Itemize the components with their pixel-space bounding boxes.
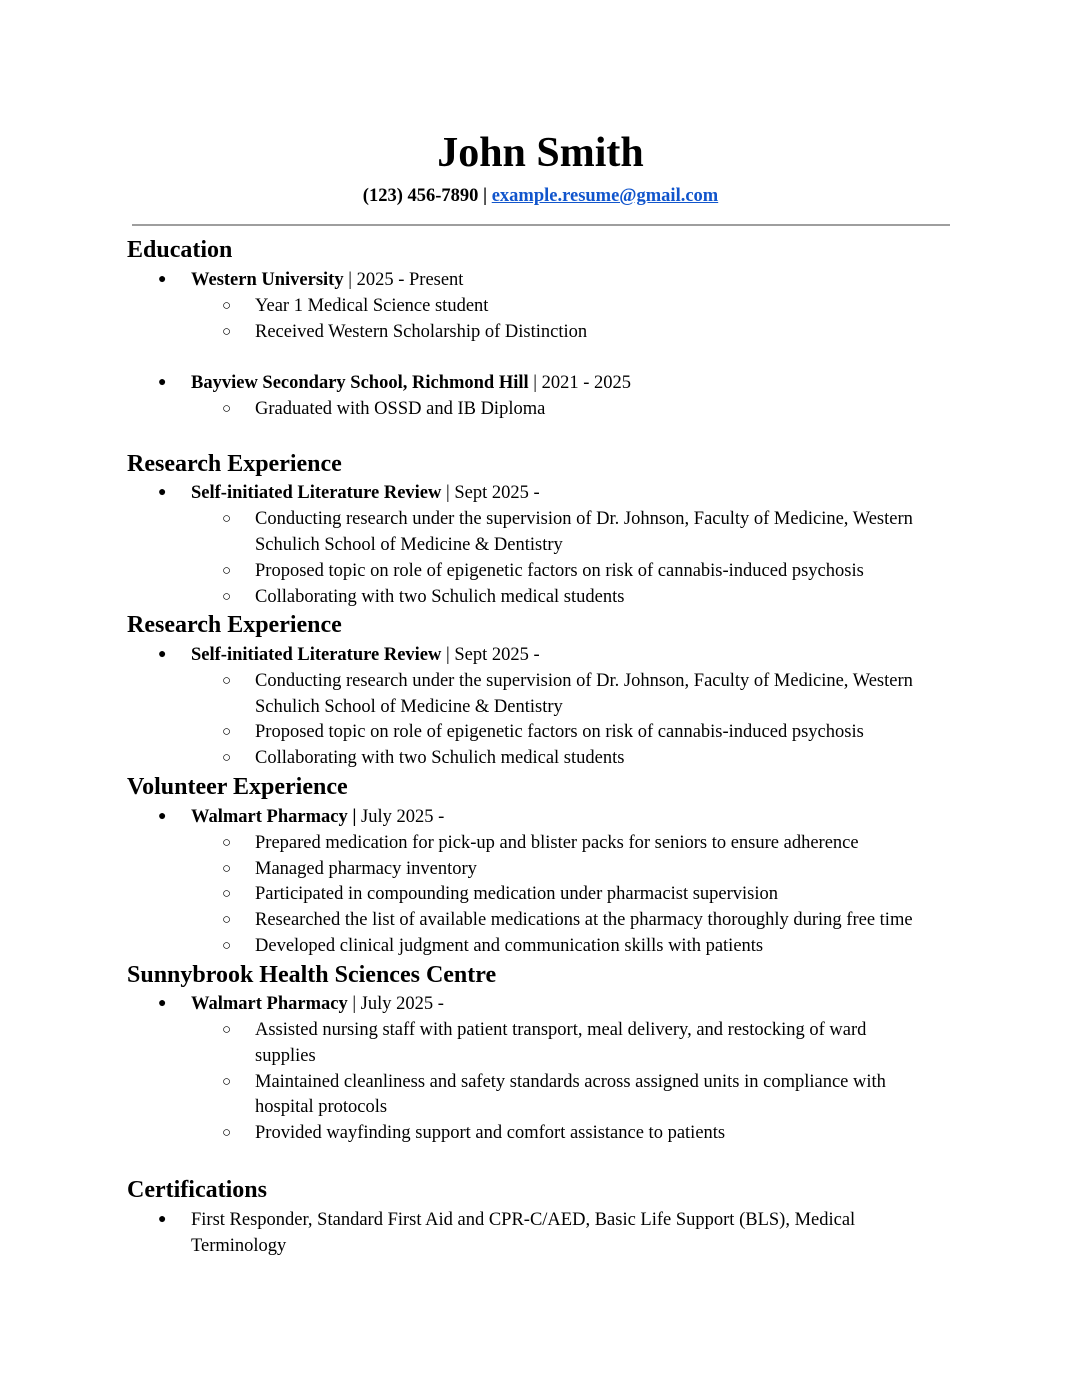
entry-org: Western University bbox=[191, 270, 344, 290]
bullet-filled-icon: ● bbox=[158, 809, 167, 824]
research-entry: Self-initiated Literature Review | Sept 2025 - bbox=[191, 483, 540, 503]
entry-org: Walmart Pharmacy bbox=[191, 994, 348, 1014]
list-item: Proposed topic on role of epigenetic factors on risk of cannabis-induced psychosis bbox=[255, 561, 864, 581]
list-item: Managed pharmacy inventory bbox=[255, 859, 477, 879]
entry-date: Sept 2025 - bbox=[454, 645, 540, 665]
list-item-continuation: Schulich School of Medicine & Dentistry bbox=[255, 535, 563, 555]
section-title-volunteer: Volunteer Experience bbox=[127, 774, 348, 800]
list-item: Proposed topic on role of epigenetic factors on risk of cannabis-induced psychosis bbox=[255, 722, 864, 742]
list-item: Researched the list of available medications at the pharmacy thoroughly during free time bbox=[255, 910, 913, 930]
bullet-hollow-icon: ○ bbox=[222, 1125, 232, 1141]
bullet-filled-icon: ● bbox=[158, 647, 167, 662]
email-link[interactable]: example.resume@gmail.com bbox=[491, 186, 719, 206]
bullet-hollow-icon: ○ bbox=[222, 511, 232, 527]
bullet-hollow-icon: ○ bbox=[222, 563, 232, 579]
entry-date: July 2025 - bbox=[360, 994, 444, 1014]
bullet-hollow-icon: ○ bbox=[222, 324, 232, 340]
list-item: Year 1 Medical Science student bbox=[255, 296, 489, 316]
bullet-hollow-icon: ○ bbox=[222, 401, 232, 417]
bullet-hollow-icon: ○ bbox=[222, 673, 232, 689]
section-title-research: Research Experience bbox=[127, 451, 342, 477]
list-item: Conducting research under the supervision of Dr. Johnson, Faculty of Medicine, Western bbox=[255, 509, 913, 529]
entry-org: Bayview Secondary School, Richmond Hill bbox=[191, 373, 529, 393]
list-item-continuation: Schulich School of Medicine & Dentistry bbox=[255, 697, 563, 717]
bullet-filled-icon: ● bbox=[158, 485, 167, 500]
bullet-hollow-icon: ○ bbox=[222, 938, 232, 954]
bullet-hollow-icon: ○ bbox=[222, 750, 232, 766]
bullet-hollow-icon: ○ bbox=[222, 912, 232, 928]
bullet-filled-icon: ● bbox=[158, 272, 167, 287]
list-item: Maintained cleanliness and safety standards across assigned units in compliance with bbox=[255, 1072, 886, 1092]
contact-line bbox=[0, 184, 1081, 208]
list-item: Participated in compounding medication under pharmacist supervision bbox=[255, 884, 779, 904]
section-title-research: Research Experience bbox=[127, 612, 342, 638]
bullet-hollow-icon: ○ bbox=[222, 589, 232, 605]
education-entry-western: Western University | 2025 - Present bbox=[191, 270, 464, 290]
list-item: Received Western Scholarship of Distinction bbox=[255, 322, 588, 342]
bullet-hollow-icon: ○ bbox=[222, 886, 232, 902]
entry-org: Self-initiated Literature Review bbox=[191, 645, 442, 665]
entry-date: July 2025 - bbox=[361, 807, 445, 827]
list-item: Assisted nursing staff with patient transport, meal delivery, and restocking of ward bbox=[255, 1020, 867, 1040]
bullet-hollow-icon: ○ bbox=[222, 1074, 232, 1090]
list-item: Conducting research under the supervision of Dr. Johnson, Faculty of Medicine, Western bbox=[255, 671, 913, 691]
bullet-hollow-icon: ○ bbox=[222, 298, 232, 314]
list-item: Graduated with OSSD and IB Diploma bbox=[255, 399, 546, 419]
list-item: Collaborating with two Schulich medical students bbox=[255, 587, 625, 607]
bullet-filled-icon: ● bbox=[158, 996, 167, 1011]
certification-item: First Responder, Standard First Aid and CPR-C/AED, Basic Life Support (BLS), Medical bbox=[191, 1210, 856, 1230]
phone-number: (123) 456-7890 bbox=[362, 186, 479, 206]
bullet-filled-icon: ● bbox=[158, 1212, 167, 1227]
bullet-hollow-icon: ○ bbox=[222, 724, 232, 740]
header-divider bbox=[132, 224, 950, 226]
bullet-hollow-icon: ○ bbox=[222, 1022, 232, 1038]
entry-date: Sept 2025 - bbox=[454, 483, 540, 503]
research-entry: Self-initiated Literature Review | Sept 2025 - bbox=[191, 645, 540, 665]
entry-org: Walmart Pharmacy | bbox=[191, 807, 357, 827]
list-item: Prepared medication for pick-up and blister packs for seniors to ensure adherence bbox=[255, 833, 859, 853]
contact-separator: | bbox=[478, 186, 492, 206]
sunnybrook-entry: Walmart Pharmacy | July 2025 - bbox=[191, 994, 444, 1014]
candidate-name: John Smith bbox=[437, 130, 644, 176]
volunteer-entry bbox=[191, 804, 444, 830]
section-title-education: Education bbox=[127, 237, 233, 263]
bullet-hollow-icon: ○ bbox=[222, 835, 232, 851]
list-item: Developed clinical judgment and communication skills with patients bbox=[255, 936, 764, 956]
entry-org: Self-initiated Literature Review bbox=[191, 483, 442, 503]
list-item-continuation: supplies bbox=[255, 1046, 316, 1066]
list-item: Provided wayfinding support and comfort assistance to patients bbox=[255, 1123, 726, 1143]
entry-date: 2021 - 2025 bbox=[541, 373, 632, 393]
certification-item-continuation: Terminology bbox=[191, 1236, 287, 1256]
entry-date: 2025 - Present bbox=[356, 270, 464, 290]
bullet-hollow-icon: ○ bbox=[222, 861, 232, 877]
section-title-sunnybrook: Sunnybrook Health Sciences Centre bbox=[127, 962, 497, 988]
list-item: Collaborating with two Schulich medical students bbox=[255, 748, 625, 768]
education-entry-bayview: Bayview Secondary School, Richmond Hill | 2021 - 2025 bbox=[191, 373, 632, 393]
bullet-filled-icon: ● bbox=[158, 375, 167, 390]
list-item-continuation: hospital protocols bbox=[255, 1097, 388, 1117]
section-title-certifications: Certifications bbox=[127, 1177, 267, 1203]
